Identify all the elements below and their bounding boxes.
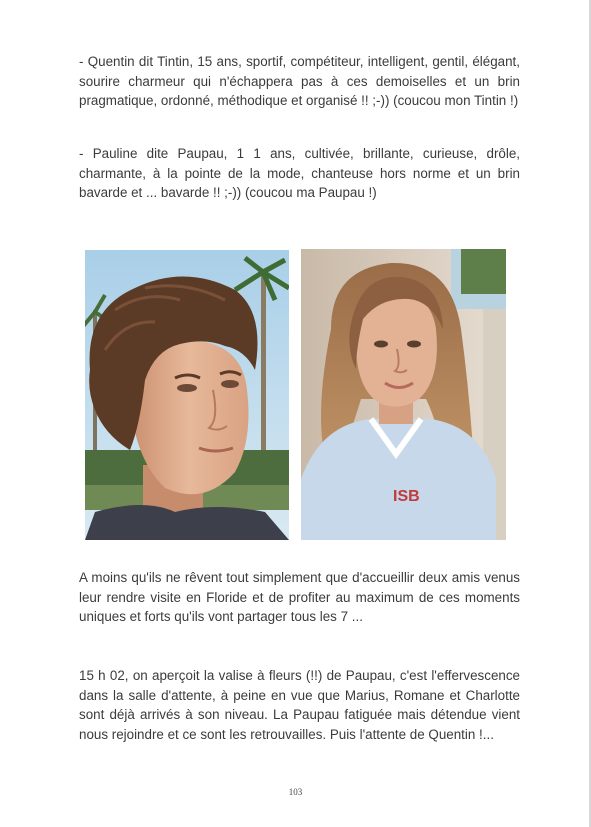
shirt-logo: ISB — [393, 488, 420, 505]
paragraph-quentin: - Quentin dit Tintin, 15 ans, sportif, compétiteur, intelligent, gentil, élégant, sourire charmeur qui n'échappera pas à ces demoiselles et un brin pragmatique, ordonné, méthodique et organisé !! ;-)) (coucou mon Tintin !) — [79, 54, 520, 108]
portrait-pauline-illustration — [301, 249, 506, 540]
page-number: 103 — [288, 787, 303, 797]
paragraph-arrivee: 15 h 02, on aperçoit la valise à fleurs (!!) de Paupau, c'est l'effervescence dans la salle d'attente, à peine en vue que Marius, Romane et Charlotte sont déjà arrivés à son niveau. La Paupau fatiguée mais détendue vient nous rejoindre et ce sont les retrouvailles. Puis l'attente de Quentin !... — [79, 668, 520, 742]
paragraph-floride: A moins qu'ils ne rêvent tout simplement que d'accueillir deux amis venus leur rendre visite en Floride et de profiter au maximum de ces moments uniques et forts qu'ils vont partager tous les 7 ... — [79, 570, 520, 624]
paragraph-pauline: - Pauline dite Paupau, 1 1 ans, cultivée, brillante, curieuse, drôle, charmante, à la pointe de la mode, chanteuse hors norme et un brin bavarde et ... bavarde !! ;-)) (coucou ma Paupau !) — [79, 146, 520, 200]
portrait-quentin-illustration — [85, 250, 289, 540]
photo-quentin — [85, 250, 289, 540]
photo-pauline — [301, 249, 506, 540]
